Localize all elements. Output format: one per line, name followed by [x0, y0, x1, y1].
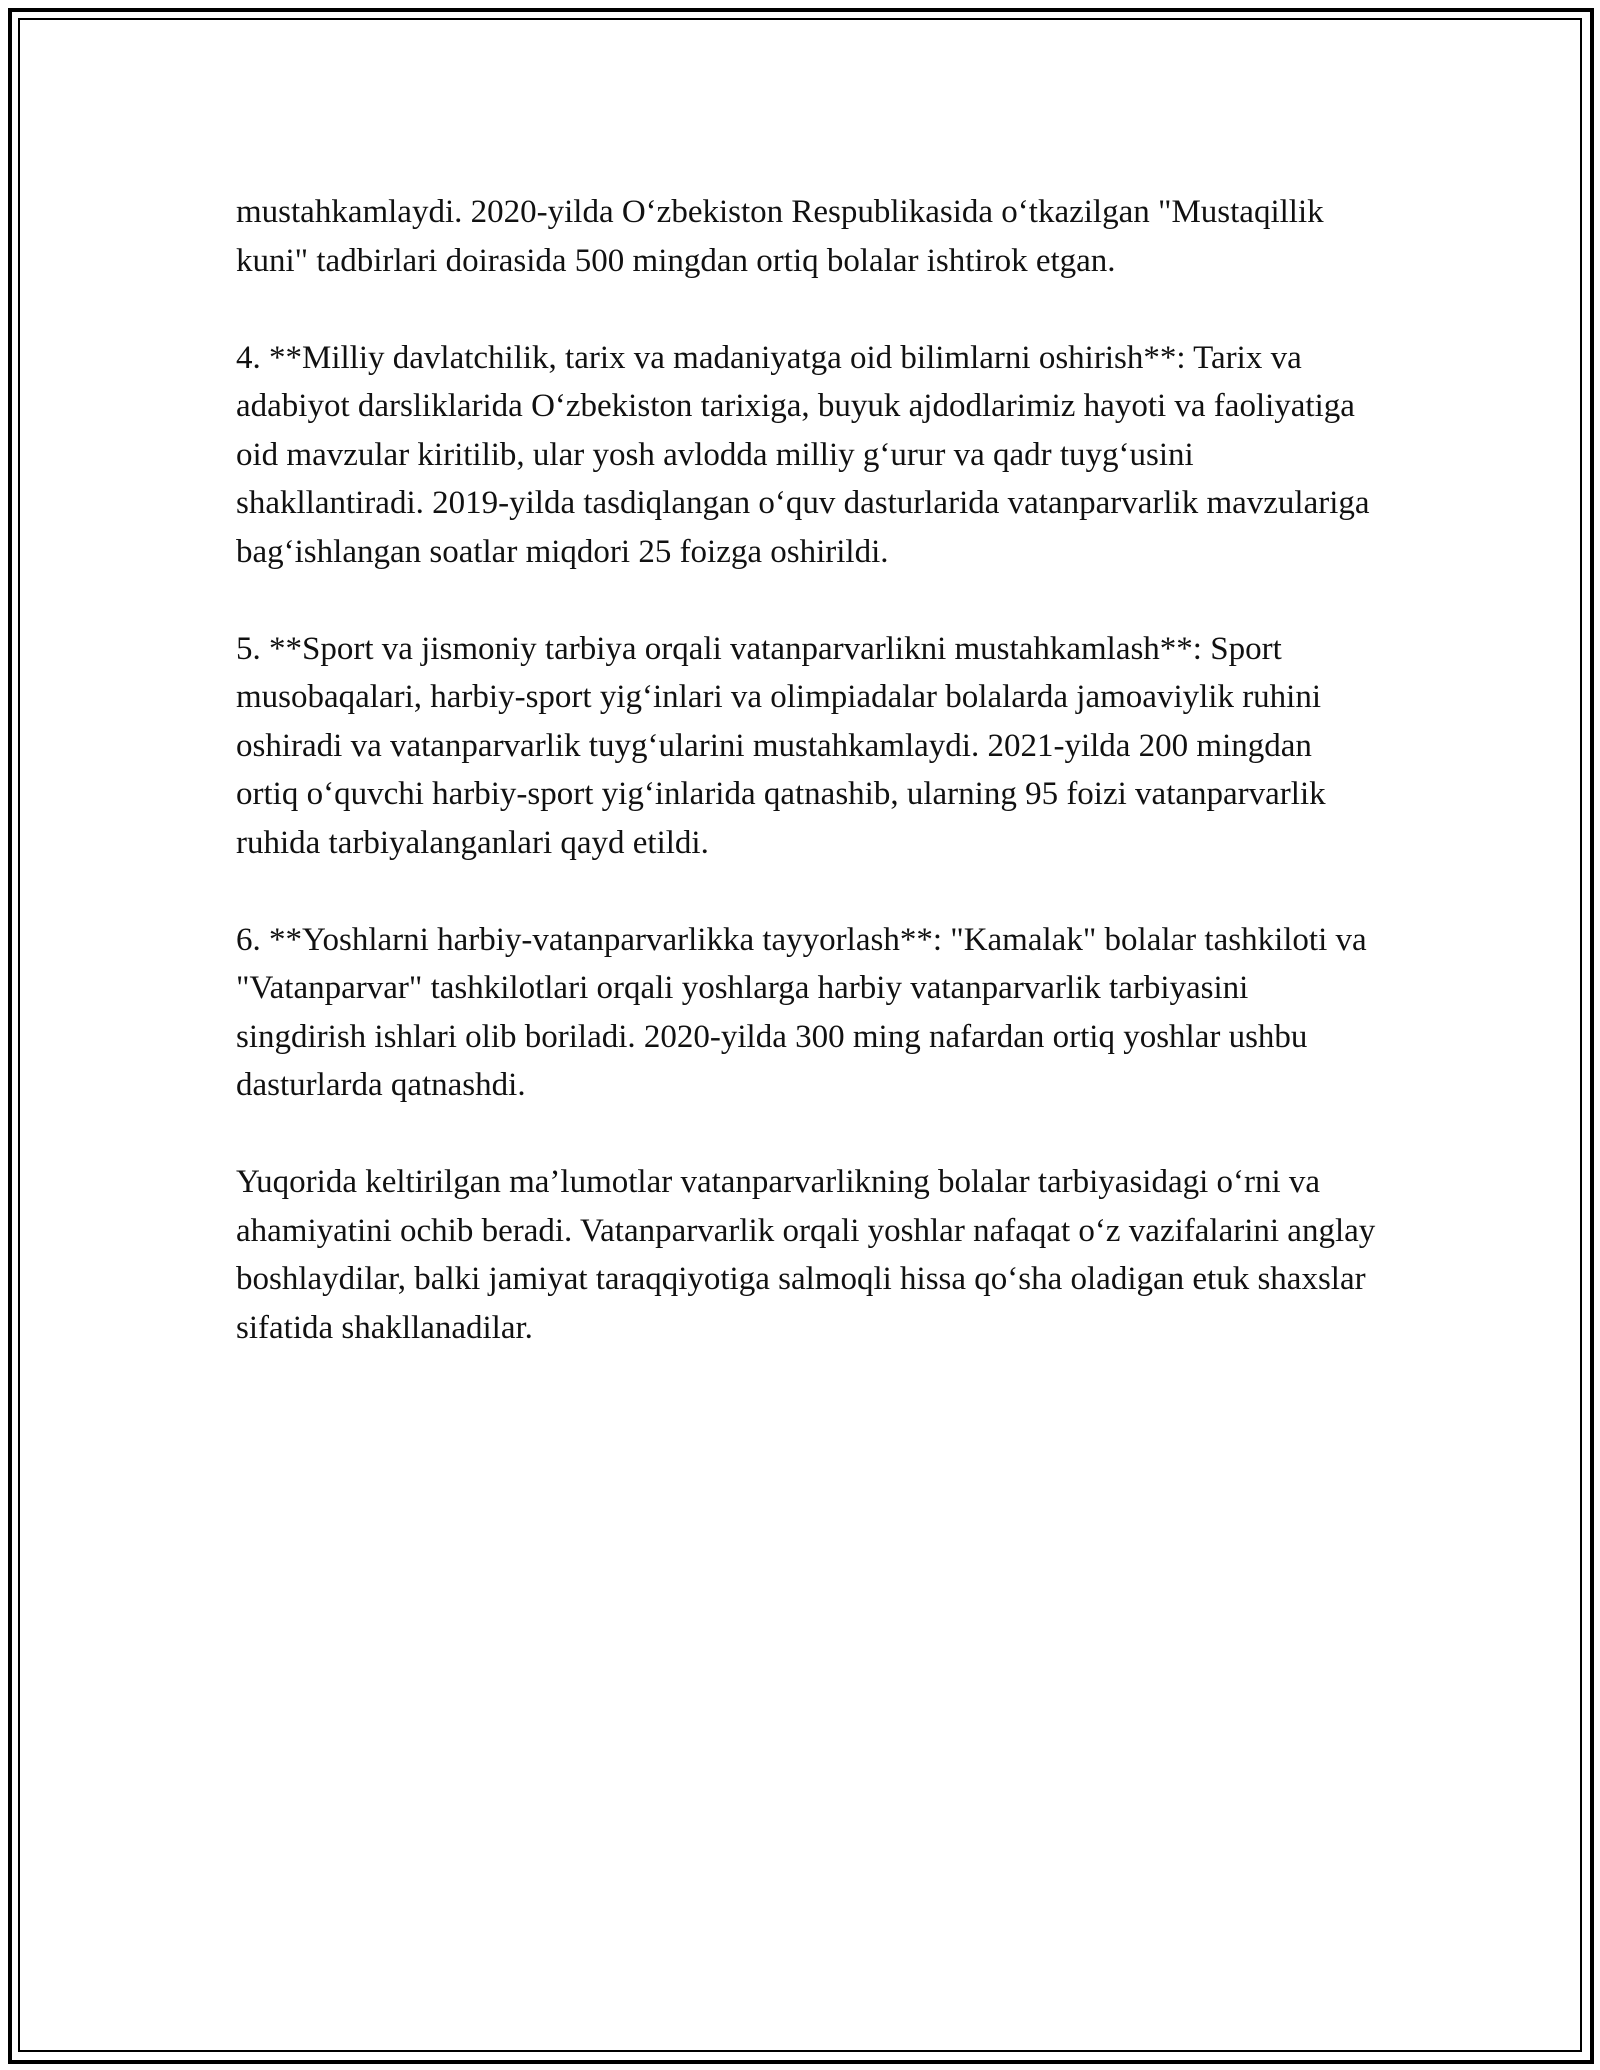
paragraph-item-6: 6. **Yoshlarni harbiy-vatanparvarlikka tayyorlash**: "Kamalak" bolalar tashkiloti va "Vatanparvar" tashkilotlari orqali yoshlarga harbiy vatanparvarlik tarbiyasini singdirish ishlari olib boriladi. 2020-yilda 300 ming nafardan ortiq yoshlar ushbu dasturlarda qatnashdi. — [236, 921, 1367, 1103]
paragraph-conclusion: Yuqorida keltirilgan ma’lumotlar vatanparvarlikning bolalar tarbiyasidagi o‘rni va ahamiyatini ochib beradi. Vatanparvarlik orqali yoshlar nafaqat o‘z vazifalarini anglay boshlaydilar, balki jamiyat taraqqiyotiga salmoqli hissa qo‘sha oladigan etuk shaxslar sifatida shakllanadilar. — [236, 1164, 1376, 1346]
document-body — [236, 188, 1376, 1352]
paragraph-item-5: 5. **Sport va jismoniy tarbiya orqali vatanparvarlikni mustahkamlash**: Sport musobaqalari, harbiy-sport yig‘inlari va olimpiadalar bolalarda jamoaviylik ruhini oshiradi va vatanparvarlik tuyg‘ularini mustahkamlaydi. 2021-yilda 200 mingdan ortiq o‘quvchi harbiy-sport yig‘inlarida qatnashib, ularning 95 foizi vatanparvarlik ruhida tarbiyalanganlari qayd etildi. — [236, 630, 1326, 861]
paragraph-item-4: 4. **Milliy davlatchilik, tarix va madaniyatga oid bilimlarni oshirish**: Tarix va adabiyot darsliklarida O‘zbekiston tarixiga, buyuk ajdodlarimiz hayoti va faoliyatiga oid mavzular kiritilib, ular yosh avlodda milliy g‘urur va qadr tuyg‘usini shakllantiradi. 2019-yilda tasdiqlangan o‘quv dasturlarida vatanparvarlik mavzulariga bag‘ishlangan soatlar miqdori 25 foizga oshirildi. — [236, 339, 1370, 570]
paragraph-continuation: mustahkamlaydi. 2020-yilda O‘zbekiston Respublikasida o‘tkazilgan "Mustaqillik kuni" tadbirlari doirasida 500 mingdan ortiq bolalar ishtirok etgan. — [236, 194, 1324, 279]
